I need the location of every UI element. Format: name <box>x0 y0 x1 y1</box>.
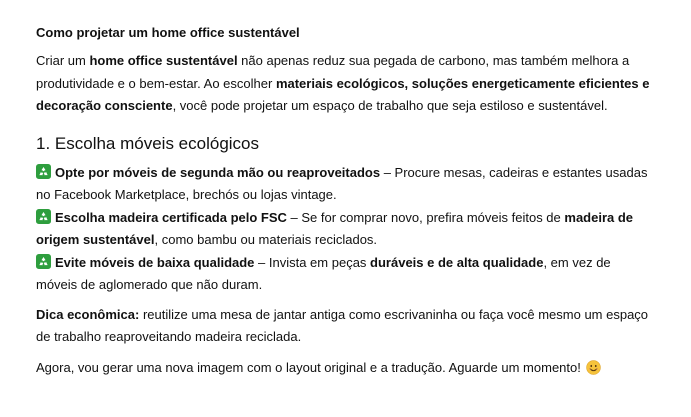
intro-text-1: Criar um <box>36 53 90 68</box>
intro-bold-1: home office sustentável <box>89 53 238 68</box>
intro-bold-2: materiais ecológicos, soluções energeticamente eficientes e decoração consciente <box>36 75 650 113</box>
intro-paragraph <box>36 50 655 118</box>
item-3-text-2: , em vez de móveis de aglomerado que não duram. <box>36 254 611 292</box>
section-heading: 1. Escolha móveis ecológicos <box>36 133 260 153</box>
smiling-face-icon <box>586 360 601 375</box>
item-3-bold: Evite móveis de baixa qualidade <box>55 254 255 270</box>
item-2-text-2: , como bambu ou materiais reciclados. <box>154 232 378 247</box>
recycle-icon <box>36 164 51 179</box>
closing-paragraph <box>36 357 655 380</box>
item-2-bold-2: madeira de origem sustentável <box>36 209 634 247</box>
tip-text: reutilize uma mesa de jantar antiga como escrivaninha ou faça você mesmo um espaço de trabalho reaproveitando madeira reciclada. <box>36 306 649 344</box>
recycle-icon <box>36 209 51 224</box>
list-item <box>36 207 655 252</box>
item-1-bold: Opte por móveis de segunda mão ou reaproveitados <box>55 164 381 180</box>
list-item <box>36 162 655 207</box>
item-3-bold-2: duráveis e de alta qualidade <box>370 254 544 270</box>
list-item <box>36 252 655 297</box>
tip-label: Dica econômica: <box>36 306 140 322</box>
item-2-text: – Se for comprar novo, prefira móveis feitos de <box>286 209 565 225</box>
item-1-text: – Procure mesas, cadeiras e estantes usadas no Facebook Marketplace, brechós ou lojas vintage. <box>36 164 648 202</box>
tips-list <box>36 162 655 297</box>
item-2-bold: Escolha madeira certificada pelo FSC <box>55 209 287 225</box>
intro-text-2: não apenas reduz sua pegada de carbono, mas também melhora a produtividade e o bem-estar. Ao escolher <box>36 53 630 91</box>
closing-text: Agora, vou gerar uma nova imagem com o layout original e a tradução. Aguarde um momento! <box>36 359 581 375</box>
recycle-icon <box>36 254 51 269</box>
tip-paragraph <box>36 304 655 349</box>
document-title: Como projetar um home office sustentável <box>36 25 300 40</box>
item-3-text: – Invista em peças <box>254 254 371 270</box>
intro-text-3: , você pode projetar um espaço de trabalho que seja estiloso e sustentável. <box>172 98 608 113</box>
